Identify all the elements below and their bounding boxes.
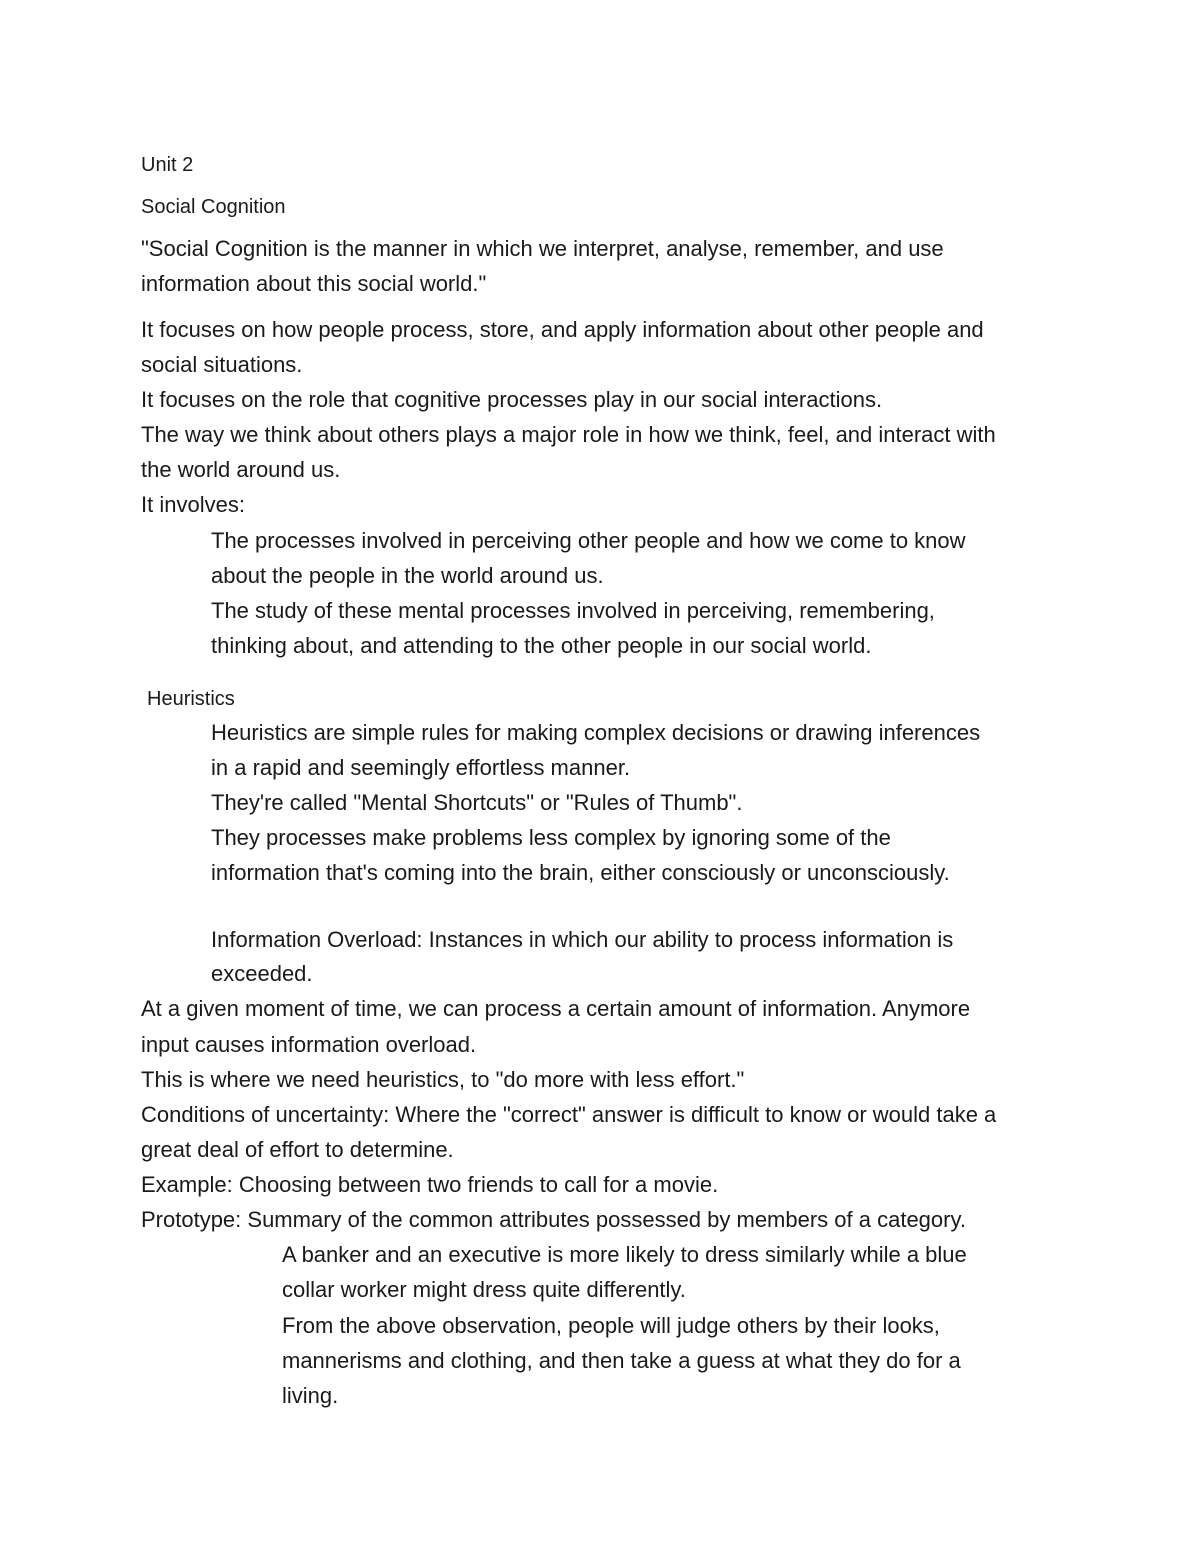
paragraph-line: Example: Choosing between two friends to call for a movie. [141, 1172, 719, 1197]
indented-line: Information Overload: Instances in which our ability to process information is [211, 927, 954, 952]
heuristics-heading: Heuristics [147, 688, 235, 710]
indented-line: about the people in the world around us. [211, 563, 604, 588]
indented-line: thinking about, and attending to the other people in our social world. [211, 633, 872, 658]
paragraph-line: The way we think about others plays a major role in how we think, feel, and interact with [141, 422, 996, 447]
indented-line: They processes make problems less complex by ignoring some of the [211, 825, 891, 850]
double-indented-line: From the above observation, people will judge others by their looks, [282, 1313, 940, 1338]
paragraph-line: input causes information overload. [141, 1032, 477, 1057]
paragraph-line: Prototype: Summary of the common attributes possessed by members of a category. [141, 1207, 966, 1232]
paragraph-line: Conditions of uncertainty: Where the "correct" answer is difficult to know or would take a [141, 1102, 997, 1127]
indented-line: Heuristics are simple rules for making complex decisions or drawing inferences [211, 720, 981, 745]
paragraph-line: At a given moment of time, we can process a certain amount of information. Anymore [141, 996, 971, 1021]
unit-title: Unit 2 [141, 154, 194, 176]
double-indented-line: mannerisms and clothing, and then take a guess at what they do for a [282, 1348, 961, 1373]
indented-line: exceeded. [211, 961, 313, 986]
double-indented-line: A banker and an executive is more likely to dress similarly while a blue [282, 1242, 967, 1267]
indented-line: The study of these mental processes involved in perceiving, remembering, [211, 598, 935, 623]
paragraph-line: It involves: [141, 492, 245, 517]
paragraph-line: the world around us. [141, 457, 341, 482]
double-indented-line: collar worker might dress quite differently. [282, 1277, 686, 1302]
indented-line: information that's coming into the brain, either consciously or unconsciously. [211, 860, 950, 885]
paragraph-line: great deal of effort to determine. [141, 1137, 454, 1162]
paragraph-line: It focuses on how people process, store, and apply information about other people and [141, 317, 984, 342]
section-heading: Social Cognition [141, 196, 286, 218]
paragraph-line: This is where we need heuristics, to "do more with less effort." [141, 1067, 745, 1092]
indented-line: They're called "Mental Shortcuts" or "Rules of Thumb". [211, 790, 743, 815]
double-indented-line: living. [282, 1383, 339, 1408]
definition-line: information about this social world." [141, 271, 487, 296]
definition-line: "Social Cognition is the manner in which we interpret, analyse, remember, and use [141, 236, 944, 261]
indented-line: in a rapid and seemingly effortless manner. [211, 755, 631, 780]
indented-line: The processes involved in perceiving other people and how we come to know [211, 528, 966, 553]
paragraph-line: social situations. [141, 352, 303, 377]
paragraph-line: It focuses on the role that cognitive processes play in our social interactions. [141, 387, 883, 412]
